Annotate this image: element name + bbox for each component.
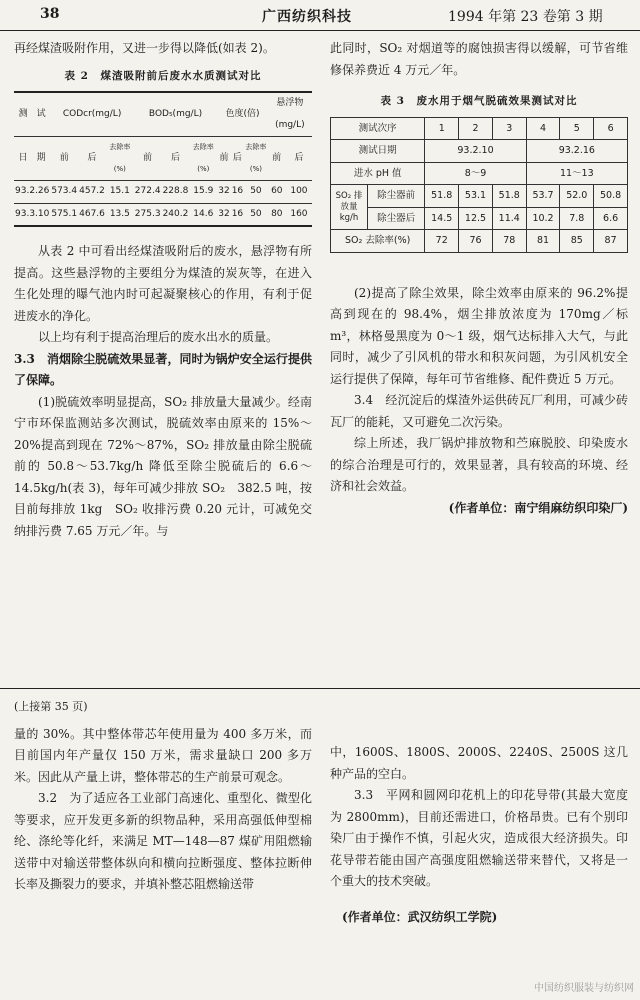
table-row xyxy=(331,140,628,163)
table-row xyxy=(14,203,312,226)
table-cell: 2 xyxy=(459,117,493,140)
journal-title: 广西纺织科技 xyxy=(262,9,352,25)
table3-caption: 表 3 废水用于烟气脱硫效果测试对比 xyxy=(380,95,578,107)
table-cell: 51.8 xyxy=(492,185,526,208)
table-cell: 53.7 xyxy=(526,185,560,208)
table-cell: 575.1 xyxy=(50,203,78,226)
table-cell: 80 xyxy=(268,203,286,226)
table-cell: BOD₅(mg/L) xyxy=(134,92,217,137)
table-cell: 228.8 xyxy=(162,181,190,204)
table-cell: 11～13 xyxy=(526,162,627,185)
paragraph: 此同时，SO₂ 对烟道等的腐蚀损害得以缓解，可节省维修保养费近 4 万元／年。 xyxy=(330,41,628,77)
section-3-3-heading: 3.3 消烟除尘脱硫效果显著，同时为锅炉安全运行提供了保障。 xyxy=(14,351,312,387)
table-cell: 275.3 xyxy=(134,203,162,226)
paragraph: (1)脱硫效率明显提高，SO₂ 排放量大量减少。经南宁市环保监测站多次测试，脱硫效率由原来的 15%～20%提高到现在 72%～87%，SO₂ 排放量由除尘脱硫前的 50.8～53.7kg/h 降低至除尘脱硫后的 6.6～14.5kg/h(表 3)，每年可减少排放 SO₂ 382.5 吨，按目前每排放 1kg SO₂ 收排污费 0.20 元计，可减免交纳排污费 7.65 万元／年。与 xyxy=(14,394,312,538)
table-cell: SO₂ 排放量 kg/h xyxy=(331,185,368,230)
table-cell: 后 xyxy=(78,137,106,181)
table-cell: 51.8 xyxy=(425,185,459,208)
table-cell: 色度(倍) xyxy=(217,92,267,137)
table-cell: 日 期 xyxy=(14,137,50,181)
table-cell: 457.2 xyxy=(78,181,106,204)
table-cell: 60 xyxy=(268,181,286,204)
table-cell: SO₂ 去除率(%) xyxy=(331,230,425,253)
table-cell: 前 xyxy=(217,137,230,181)
table-cell: 测 试 xyxy=(14,92,50,137)
table-cell: 50 xyxy=(244,181,268,204)
table-cell: 160 xyxy=(286,203,312,226)
table-row xyxy=(331,207,628,230)
table-cell: 3 xyxy=(492,117,526,140)
table-cell: 85 xyxy=(560,230,594,253)
intro-paragraph: 再经煤渣吸附作用，又进一步得以降低(如表 2)。 xyxy=(14,41,275,55)
continuation-note: (上接第 35 页) xyxy=(14,700,88,713)
table-cell: 52.0 xyxy=(560,185,594,208)
table-cell: 87 xyxy=(594,230,628,253)
table-cell: 去除率(%) xyxy=(244,137,268,181)
table-cell: 76 xyxy=(459,230,493,253)
table-cell: 除尘器后 xyxy=(368,207,425,230)
table-cell: 8～9 xyxy=(425,162,526,185)
author-affiliation: (作者单位：南宁绢麻纺织印染厂) xyxy=(448,500,628,515)
article-divider xyxy=(0,688,640,689)
table-cell: 后 xyxy=(231,137,244,181)
table-cell: 14.5 xyxy=(425,207,459,230)
paragraph: 从表 2 中可看出经煤渣吸附后的废水，悬浮物有所提高。这些悬浮物的主要组分为煤渣的炭灰等，在进入生化处理的曝气池内时可起凝聚核心的作用，有利于促进废水的净化。 xyxy=(14,244,312,323)
issue-info: 1994 年第 23 卷第 3 期 xyxy=(448,9,603,25)
table-cell: 测试次序 xyxy=(331,117,425,140)
watermark: 中国纺织服装与纺织网 xyxy=(534,983,634,994)
table-cell: 1 xyxy=(425,117,459,140)
table-cell: 50 xyxy=(244,203,268,226)
bottom-left-column xyxy=(14,696,312,896)
table-cell: 16 xyxy=(231,203,244,226)
paragraph: 以上均有利于提高治理后的废水出水的质量。 xyxy=(38,330,279,344)
summary-paragraph: 综上所述，我厂锅炉排放物和苎麻脱胶、印染废水的综合治理是可行的，效果显著，具有较高的环境、经济和社会效益。 xyxy=(330,436,628,493)
table-cell: 15.1 xyxy=(106,181,134,204)
table2 xyxy=(14,91,312,227)
table-cell: 7.8 xyxy=(560,207,594,230)
page-number: 38 xyxy=(40,6,60,22)
table-cell: 6 xyxy=(594,117,628,140)
table-row xyxy=(331,185,628,208)
table-cell: 前 xyxy=(50,137,78,181)
paragraph: 中，1600S、1800S、2000S、2240S、2500S 这几种产品的空白。 xyxy=(330,745,628,781)
table-cell: 93.2.10 xyxy=(425,140,526,163)
table-cell: 93.3.10 xyxy=(14,203,50,226)
table-cell: CODcr(mg/L) xyxy=(50,92,133,137)
table-cell: 13.5 xyxy=(106,203,134,226)
table-cell: 去除率(%) xyxy=(189,137,217,181)
table-cell: 467.6 xyxy=(78,203,106,226)
top-right-column xyxy=(330,38,628,519)
table-cell: 前 xyxy=(268,137,286,181)
table-cell: 53.1 xyxy=(459,185,493,208)
table-row xyxy=(331,162,628,185)
table-cell: 去除率(%) xyxy=(106,137,134,181)
table-cell: 前 xyxy=(134,137,162,181)
table-cell: 240.2 xyxy=(162,203,190,226)
table-cell: 573.4 xyxy=(50,181,78,204)
table-cell: 100 xyxy=(286,181,312,204)
table-cell: 72 xyxy=(425,230,459,253)
table-cell: 进水 pH 值 xyxy=(331,162,425,185)
table-cell: 93.2.26 xyxy=(14,181,50,204)
section-3-4: 3.4 经沉淀后的煤渣外运供砖瓦厂利用，可减少砖瓦厂的能耗，又可避免二次污染。 xyxy=(330,393,628,429)
bottom-right-column xyxy=(330,742,628,928)
table-cell: 6.6 xyxy=(594,207,628,230)
table-cell: 272.4 xyxy=(134,181,162,204)
table-cell: 32 xyxy=(217,181,230,204)
table-cell: 50.8 xyxy=(594,185,628,208)
table-cell: 93.2.16 xyxy=(526,140,627,163)
section-3-2: 3.2 为了适应各工业部门高速化、重型化、微型化等要求，应开发更多新的织物品种，采用高强低伸型棉纶、涤纶等化纤，来满足 MT—148—87 煤矿用阻燃输送带中对输送带整体纵向和横向拉断强度、整体拉断伸长率及撕裂力的要求，并填补整芯阻燃输送带 xyxy=(14,791,312,891)
top-left-column xyxy=(14,38,312,542)
table-cell: 32 xyxy=(217,203,230,226)
table-cell: 5 xyxy=(560,117,594,140)
paragraph: 量的 30%。其中整体带芯年使用量为 400 多万米，而目前国内年产量仅 150 万米，需求量缺口 200 多万米。因此从产量上讲，整体带芯的生产前景可观念。 xyxy=(14,726,312,784)
table-row xyxy=(14,92,312,137)
table-row xyxy=(331,230,628,253)
table-cell: 81 xyxy=(526,230,560,253)
table-row xyxy=(14,181,312,204)
header-rule xyxy=(0,30,640,31)
table-cell: 10.2 xyxy=(526,207,560,230)
table-cell: 11.4 xyxy=(492,207,526,230)
table-cell: 后 xyxy=(286,137,312,181)
table-row xyxy=(14,137,312,181)
table-cell: 78 xyxy=(492,230,526,253)
table-cell: 悬浮物(mg/L) xyxy=(268,92,312,137)
table2-caption: 表 2 煤渣吸附前后废水水质测试对比 xyxy=(64,69,262,82)
table-row xyxy=(331,117,628,140)
table3 xyxy=(330,117,628,253)
paragraph: (2)提高了除尘效果，除尘效率由原来的 96.2%提高到现在的 98.4%，烟尘排放浓度为 170mg／标 m³，林格曼黑度为 0～1 级，烟气达标排入大气，与此同时，减少了引风机的带水和积灰问题，为引风机安全运行提供了保障，每年可节省维修、配件费近 5 万元。 xyxy=(330,285,628,386)
table-cell: 14.6 xyxy=(189,203,217,226)
table-cell: 15.9 xyxy=(189,181,217,204)
table-cell: 后 xyxy=(162,137,190,181)
author-affiliation: (作者单位：武汉纺织工学院) xyxy=(342,909,498,924)
section-3-3: 3.3 平网和圆网印花机上的印花导带(其最大宽度为 2800mm)，目前还需进口，价格昂贵。已有个别印染厂由于操作不慎，引起火灾，造成很大经济损失。印花导带若能由国产高强度阻燃输送带来替代，又将是一个重大的技术突破。 xyxy=(330,788,628,888)
table-cell: 除尘器前 xyxy=(368,185,425,208)
table-cell: 测试日期 xyxy=(331,140,425,163)
table-cell: 4 xyxy=(526,117,560,140)
table-cell: 16 xyxy=(231,181,244,204)
table-cell: 12.5 xyxy=(459,207,493,230)
